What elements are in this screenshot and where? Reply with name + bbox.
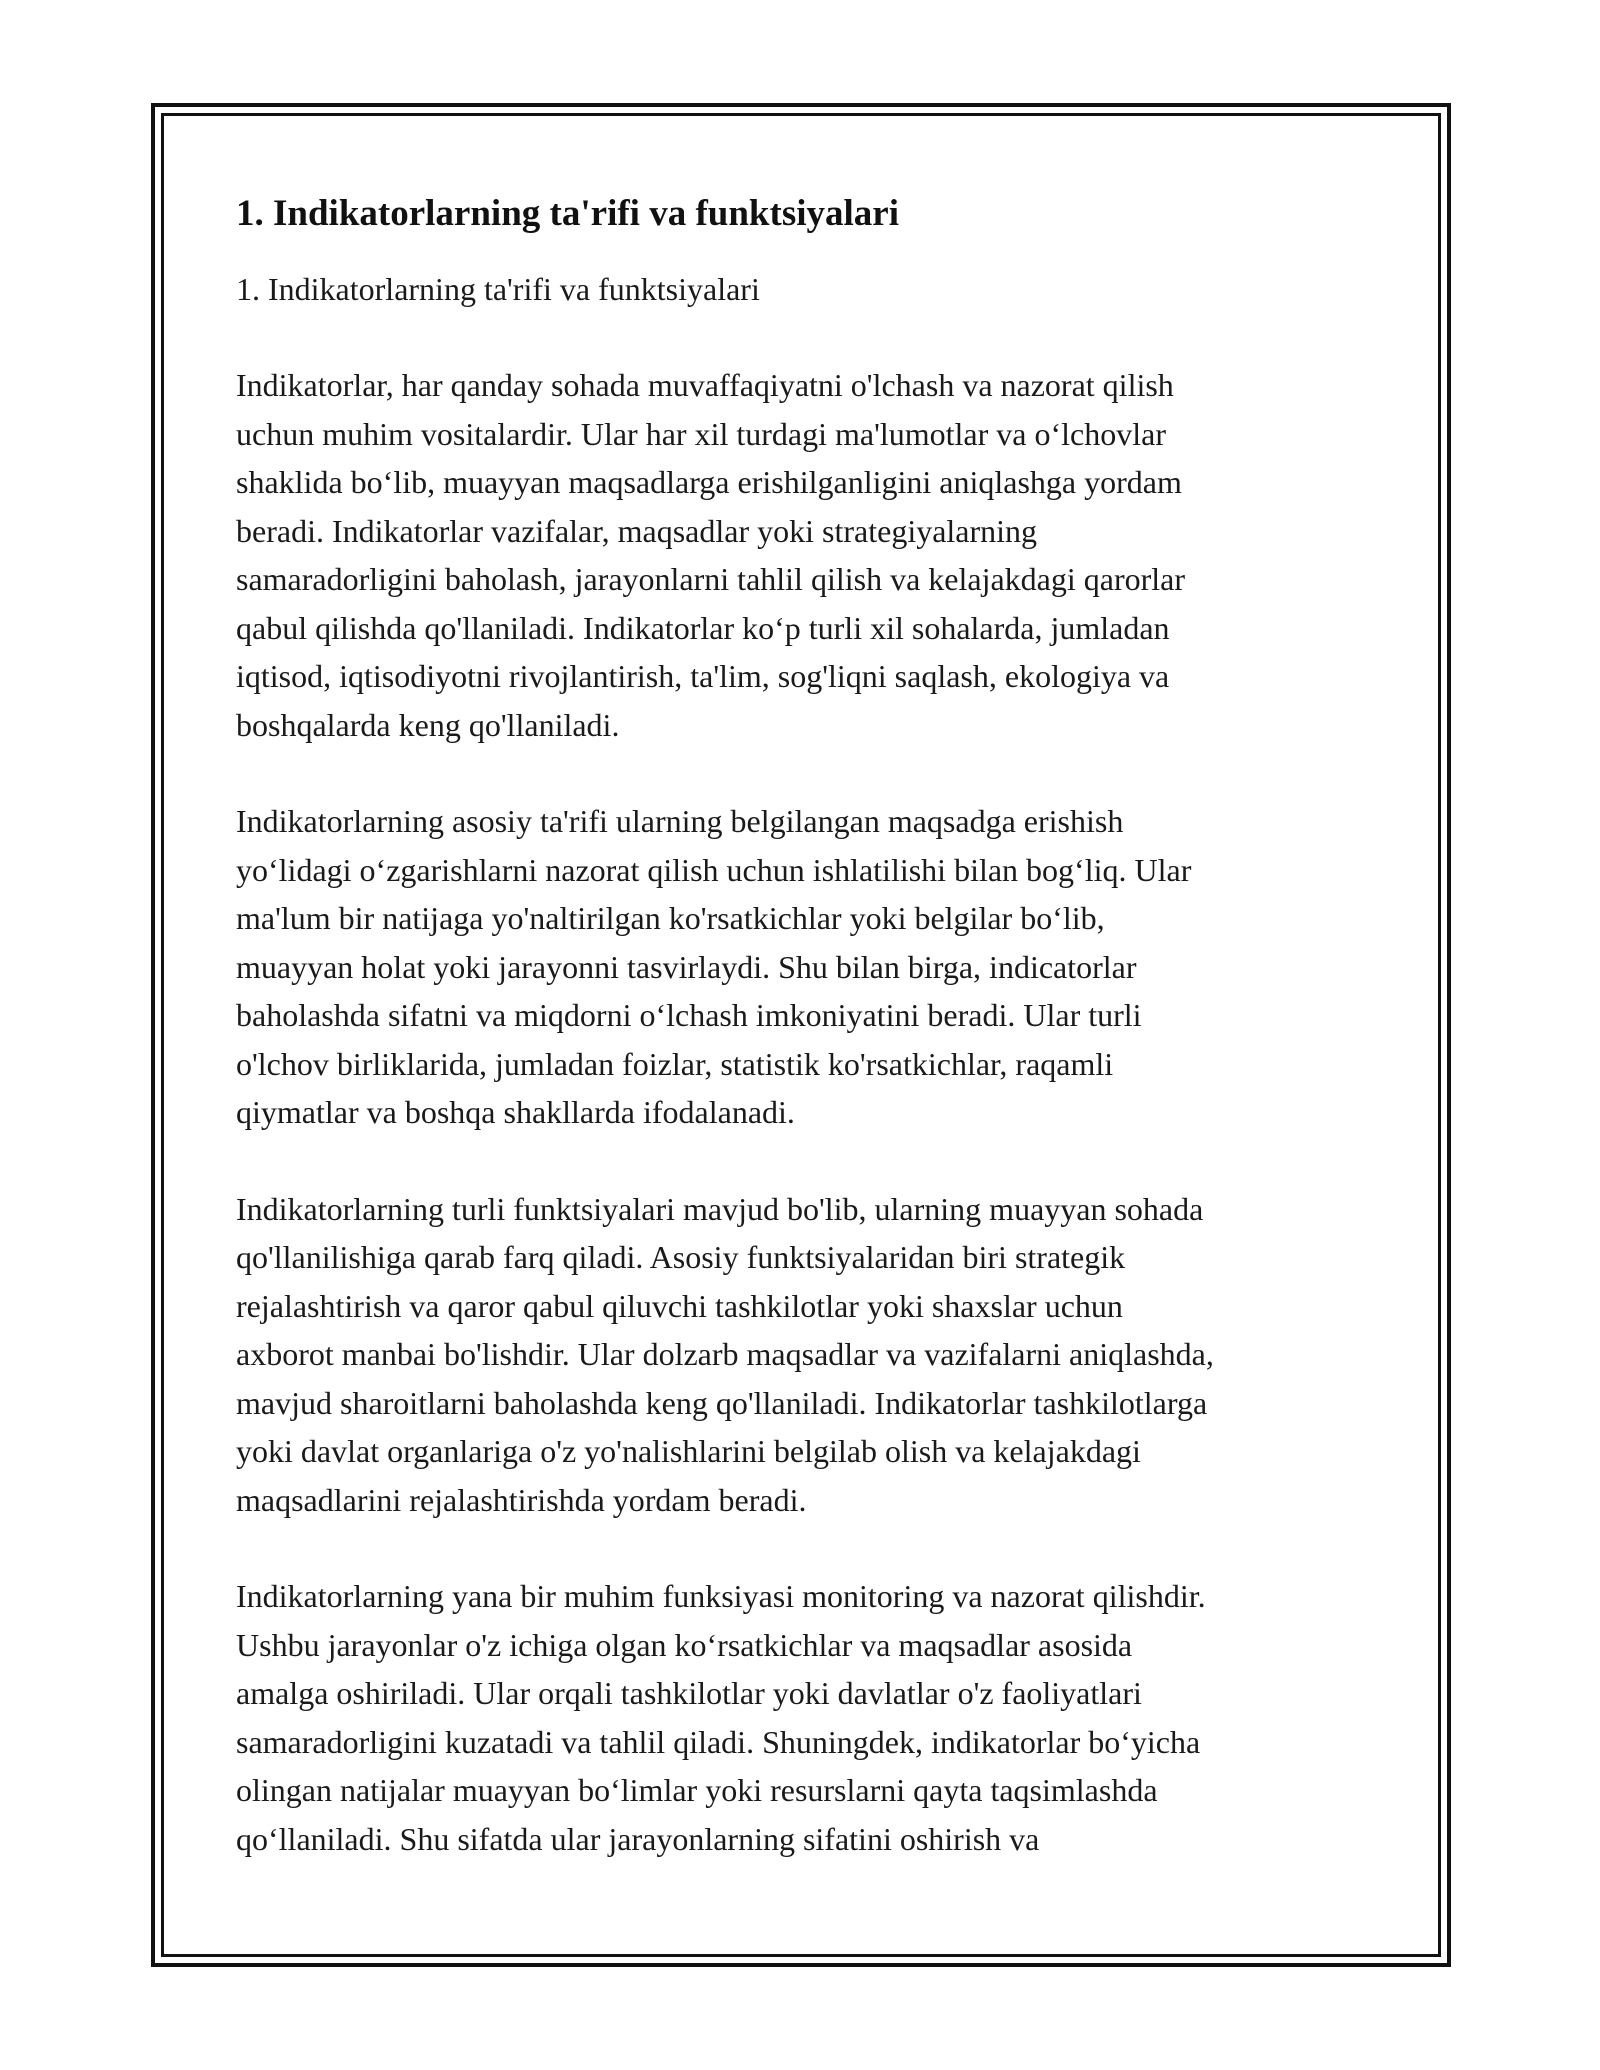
text-line: yo‘lidagi o‘zgarishlarni nazorat qilish uchun ishlatilishi bilan bog‘liq. Ular bbox=[236, 851, 1192, 888]
text-line: Indikatorlarning yana bir muhim funksiyasi monitoring va nazorat qilishdir. bbox=[236, 1578, 1206, 1614]
text-line: samaradorligini baholash, jarayonlarni tahlil qilish va kelajakdagi qarorlar bbox=[236, 561, 1186, 597]
text-line: Indikatorlar, har qanday sohada muvaffaqiyatni o'lchash va nazorat qilish bbox=[236, 367, 1174, 403]
text-line: Indikatorlarning asosiy ta'rifi ularning belgilangan maqsadga erishish bbox=[236, 803, 1124, 839]
text-line: axborot manbai bo'lishdir. Ular dolzarb maqsadlar va vazifalarni aniqlashda, bbox=[236, 1336, 1214, 1372]
section-heading: 1. Indikatorlarning ta'rifi va funktsiyalari bbox=[236, 193, 899, 234]
text-line: yoki davlat organlariga o'z yo'nalishlarini belgilab olish va kelajakdagi bbox=[236, 1433, 1141, 1469]
text-line: qo'llanilishiga qarab farq qiladi. Asosiy funktsiyalaridan biri strategik bbox=[236, 1239, 1126, 1275]
text-line: ma'lum bir natijaga yo'naltirilgan ko'rsatkichlar yoki belgilar bo‘lib, bbox=[236, 900, 1105, 936]
text-line: iqtisod, iqtisodiyotni rivojlantirish, ta'lim, sog'liqni saqlash, ekologiya va bbox=[236, 658, 1170, 694]
text-line: Indikatorlarning turli funktsiyalari mavjud bo'lib, ularning muayyan sohada bbox=[236, 1190, 1204, 1227]
text-line: baholashda sifatni va miqdorni o‘lchash imkoniyatini beradi. Ular turli bbox=[236, 997, 1142, 1033]
text-line: uchun muhim vositalardir. Ular har xil turdagi ma'lumotlar va o‘lchovlar bbox=[236, 415, 1166, 452]
text-line: mavjud sharoitlarni baholashda keng qo'llaniladi. Indikatorlar tashkilotlarga bbox=[236, 1384, 1208, 1421]
text-line: qiymatlar va boshqa shakllarda ifodalanadi. bbox=[236, 1094, 795, 1130]
text-line: o'lchov birliklarida, jumladan foizlar, statistik ko'rsatkichlar, raqamli bbox=[236, 1045, 1114, 1082]
text-line: qabul qilishda qo'llaniladi. Indikatorlar ko‘p turli xil sohalarda, jumladan bbox=[236, 609, 1170, 646]
text-line: boshqalarda keng qo'llaniladi. bbox=[236, 706, 620, 743]
text-line: muayyan holat yoki jarayonni tasvirlaydi. Shu bilan birga, indicatorlar bbox=[236, 948, 1137, 985]
text-line: olingan natijalar muayyan bo‘limlar yoki resurslarni qayta taqsimlashda bbox=[236, 1772, 1158, 1808]
paragraph-1 bbox=[236, 361, 1376, 749]
text-line: rejalashtirish va qaror qabul qiluvchi tashkilotlar yoki shaxslar uchun bbox=[236, 1287, 1123, 1324]
text-line: samaradorligini kuzatadi va tahlil qiladi. Shuningdek, indikatorlar bo‘yicha bbox=[236, 1723, 1201, 1760]
section-subheading: 1. Indikatorlarning ta'rifi va funktsiyalari bbox=[236, 271, 760, 307]
text-line: qo‘llaniladi. Shu sifatda ular jarayonlarning sifatini oshirish va bbox=[236, 1820, 1040, 1857]
paragraph-4 bbox=[236, 1572, 1376, 1863]
text-line: beradi. Indikatorlar vazifalar, maqsadlar yoki strategiyalarning bbox=[236, 512, 1038, 549]
paragraph-2 bbox=[236, 797, 1376, 1137]
paragraph-3 bbox=[236, 1185, 1376, 1525]
text-line: Ushbu jarayonlar o'z ichiga olgan ko‘rsatkichlar va maqsadlar asosida bbox=[236, 1626, 1133, 1663]
text-line: shaklida bo‘lib, muayyan maqsadlarga erishilganligini aniqlashga yordam bbox=[236, 464, 1182, 500]
text-line: amalga oshiriladi. Ular orqali tashkilotlar yoki davlatlar o'z faoliyatlari bbox=[236, 1675, 1142, 1711]
text-line: maqsadlarini rejalashtirishda yordam beradi. bbox=[236, 1481, 807, 1518]
document-body bbox=[236, 185, 1376, 1911]
